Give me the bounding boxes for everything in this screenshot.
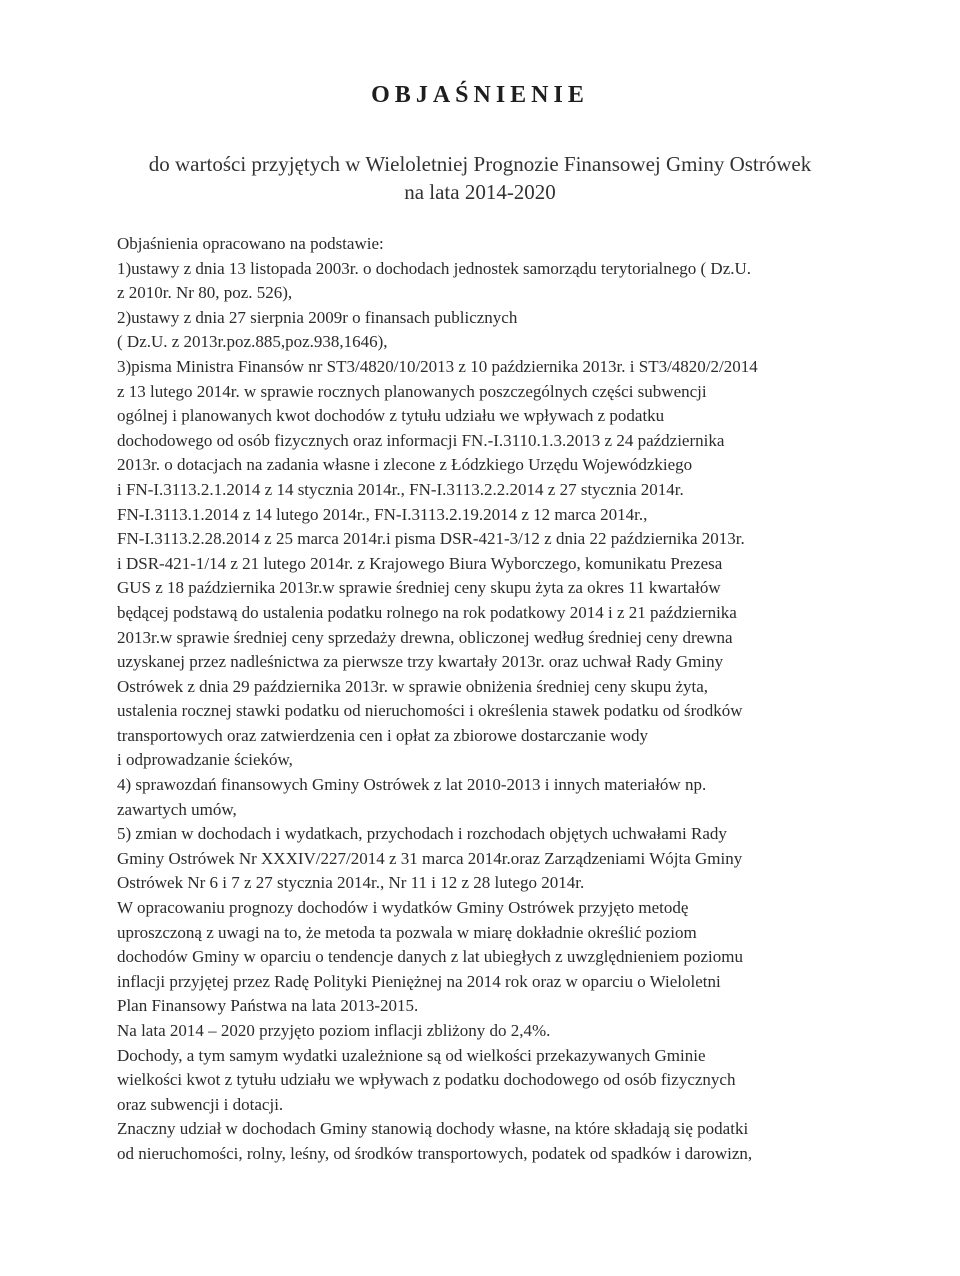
body-line: Objaśnienia opracowano na podstawie: bbox=[117, 234, 384, 253]
body-line: GUS z 18 października 2013r.w sprawie średniej ceny skupu żyta za okres 11 kwartałów bbox=[117, 578, 721, 598]
body-line: z 13 lutego 2014r. w sprawie rocznych planowanych poszczególnych części subwencji bbox=[117, 381, 707, 401]
body-line: wielkości kwot z tytułu udziału we wpływach z podatku dochodowego od osób fizycznych bbox=[117, 1070, 736, 1090]
body-line: z 2010r. Nr 80, poz. 526), bbox=[117, 283, 293, 303]
document-title: OBJAŚNIENIE bbox=[371, 82, 589, 108]
body-line: Znaczny udział w dochodach Gminy stanowią dochody własne, na które składają się podatki bbox=[117, 1119, 749, 1139]
body-line: 4) sprawozdań finansowych Gminy Ostrówek z lat 2010-2013 i innych materiałów np. bbox=[117, 775, 707, 795]
body-line: 2)ustawy z dnia 27 sierpnia 2009r o finansach publicznych bbox=[117, 307, 518, 327]
body-line: W opracowaniu prognozy dochodów i wydatków Gminy Ostrówek przyjęto metodę bbox=[117, 898, 689, 918]
body-line: uproszczoną z uwagi na to, że metoda ta pozwala w miarę dokładnie określić poziom bbox=[117, 922, 697, 942]
document-subtitle-line-1: do wartości przyjętych w Wieloletniej Prognozie Finansowej Gminy Ostrówek bbox=[148, 152, 812, 176]
body-line: ( Dz.U. z 2013r.poz.885,poz.938,1646), bbox=[117, 332, 388, 352]
body-line: Na lata 2014 – 2020 przyjęto poziom inflacji zbliżony do 2,4%. bbox=[117, 1021, 551, 1040]
body-line: od nieruchomości, rolny, leśny, od środków transportowych, podatek od spadków i darowizn, bbox=[117, 1143, 753, 1163]
body-line: 5) zmian w dochodach i wydatkach, przychodach i rozchodach objętych uchwałami Rady bbox=[117, 824, 727, 844]
body-line: i DSR-421-1/14 z 21 lutego 2014r. z Krajowego Biura Wyborczego, komunikatu Prezesa bbox=[117, 553, 723, 573]
body-line: dochodowego od osób fizycznych oraz informacji FN.-I.3110.1.3.2013 z 24 października bbox=[117, 430, 725, 450]
document-body bbox=[117, 232, 957, 1167]
body-line: ogólnej i planowanych kwot dochodów z tytułu udziału we wpływach z podatku bbox=[117, 406, 665, 426]
body-line: Plan Finansowy Państwa na lata 2013-2015. bbox=[117, 996, 419, 1016]
body-line: ustalenia rocznej stawki podatku od nieruchomości i określenia stawek podatku od środków bbox=[117, 701, 743, 721]
body-line: 3)pisma Ministra Finansów nr ST3/4820/10/2013 z 10 października 2013r. i ST3/4820/2/2014 bbox=[117, 356, 758, 376]
body-line: Dochody, a tym samym wydatki uzależnione są od wielkości przekazywanych Gminie bbox=[117, 1045, 706, 1065]
body-line: zawartych umów, bbox=[117, 799, 237, 819]
body-line: FN-I.3113.2.28.2014 z 25 marca 2014r.i pisma DSR-421-3/12 z dnia 22 października 2013r. bbox=[117, 529, 745, 549]
body-line: dochodów Gminy w oparciu o tendencje danych z lat ubiegłych z uwzględnieniem poziomu bbox=[117, 947, 743, 967]
body-line: i odprowadzanie ścieków, bbox=[117, 750, 293, 770]
body-line: 2013r. o dotacjach na zadania własne i zlecone z Łódzkiego Urzędu Wojewódzkiego bbox=[117, 455, 693, 475]
body-line: FN-I.3113.1.2014 z 14 lutego 2014r., FN-I.3113.2.19.2014 z 12 marca 2014r., bbox=[117, 504, 648, 524]
body-line: Ostrówek Nr 6 i 7 z 27 stycznia 2014r., Nr 11 i 12 z 28 lutego 2014r. bbox=[117, 873, 585, 893]
body-line: oraz subwencji i dotacji. bbox=[117, 1094, 284, 1114]
body-line: 1)ustawy z dnia 13 listopada 2003r. o dochodach jednostek samorządu terytorialnego ( Dz.U. bbox=[117, 258, 752, 278]
body-line: 2013r.w sprawie średniej ceny sprzedaży drewna, obliczonej według średniej ceny drewna bbox=[117, 627, 733, 647]
body-line: uzyskanej przez nadleśnictwa za pierwsze trzy kwartały 2013r. oraz uchwał Rady Gminy bbox=[117, 652, 724, 672]
document-subtitle-line-2: na lata 2014-2020 bbox=[404, 180, 556, 204]
body-line: i FN-I.3113.2.1.2014 z 14 stycznia 2014r., FN-I.3113.2.2.2014 z 27 stycznia 2014r. bbox=[117, 479, 684, 499]
body-line: Ostrówek z dnia 29 października 2013r. w sprawie obniżenia średniej ceny skupu żyta, bbox=[117, 676, 709, 696]
body-line: będącej podstawą do ustalenia podatku rolnego na rok podatkowy 2014 i z 21 października bbox=[117, 602, 737, 622]
body-line: transportowych oraz zatwierdzenia cen i opłat za zbiorowe dostarczanie wody bbox=[117, 725, 649, 745]
body-line: Gminy Ostrówek Nr XXXIV/227/2014 z 31 marca 2014r.oraz Zarządzeniami Wójta Gminy bbox=[117, 848, 743, 868]
body-line: inflacji przyjętej przez Radę Polityki Pieniężnej na 2014 rok oraz w oparciu o Wieloletni bbox=[117, 971, 721, 991]
